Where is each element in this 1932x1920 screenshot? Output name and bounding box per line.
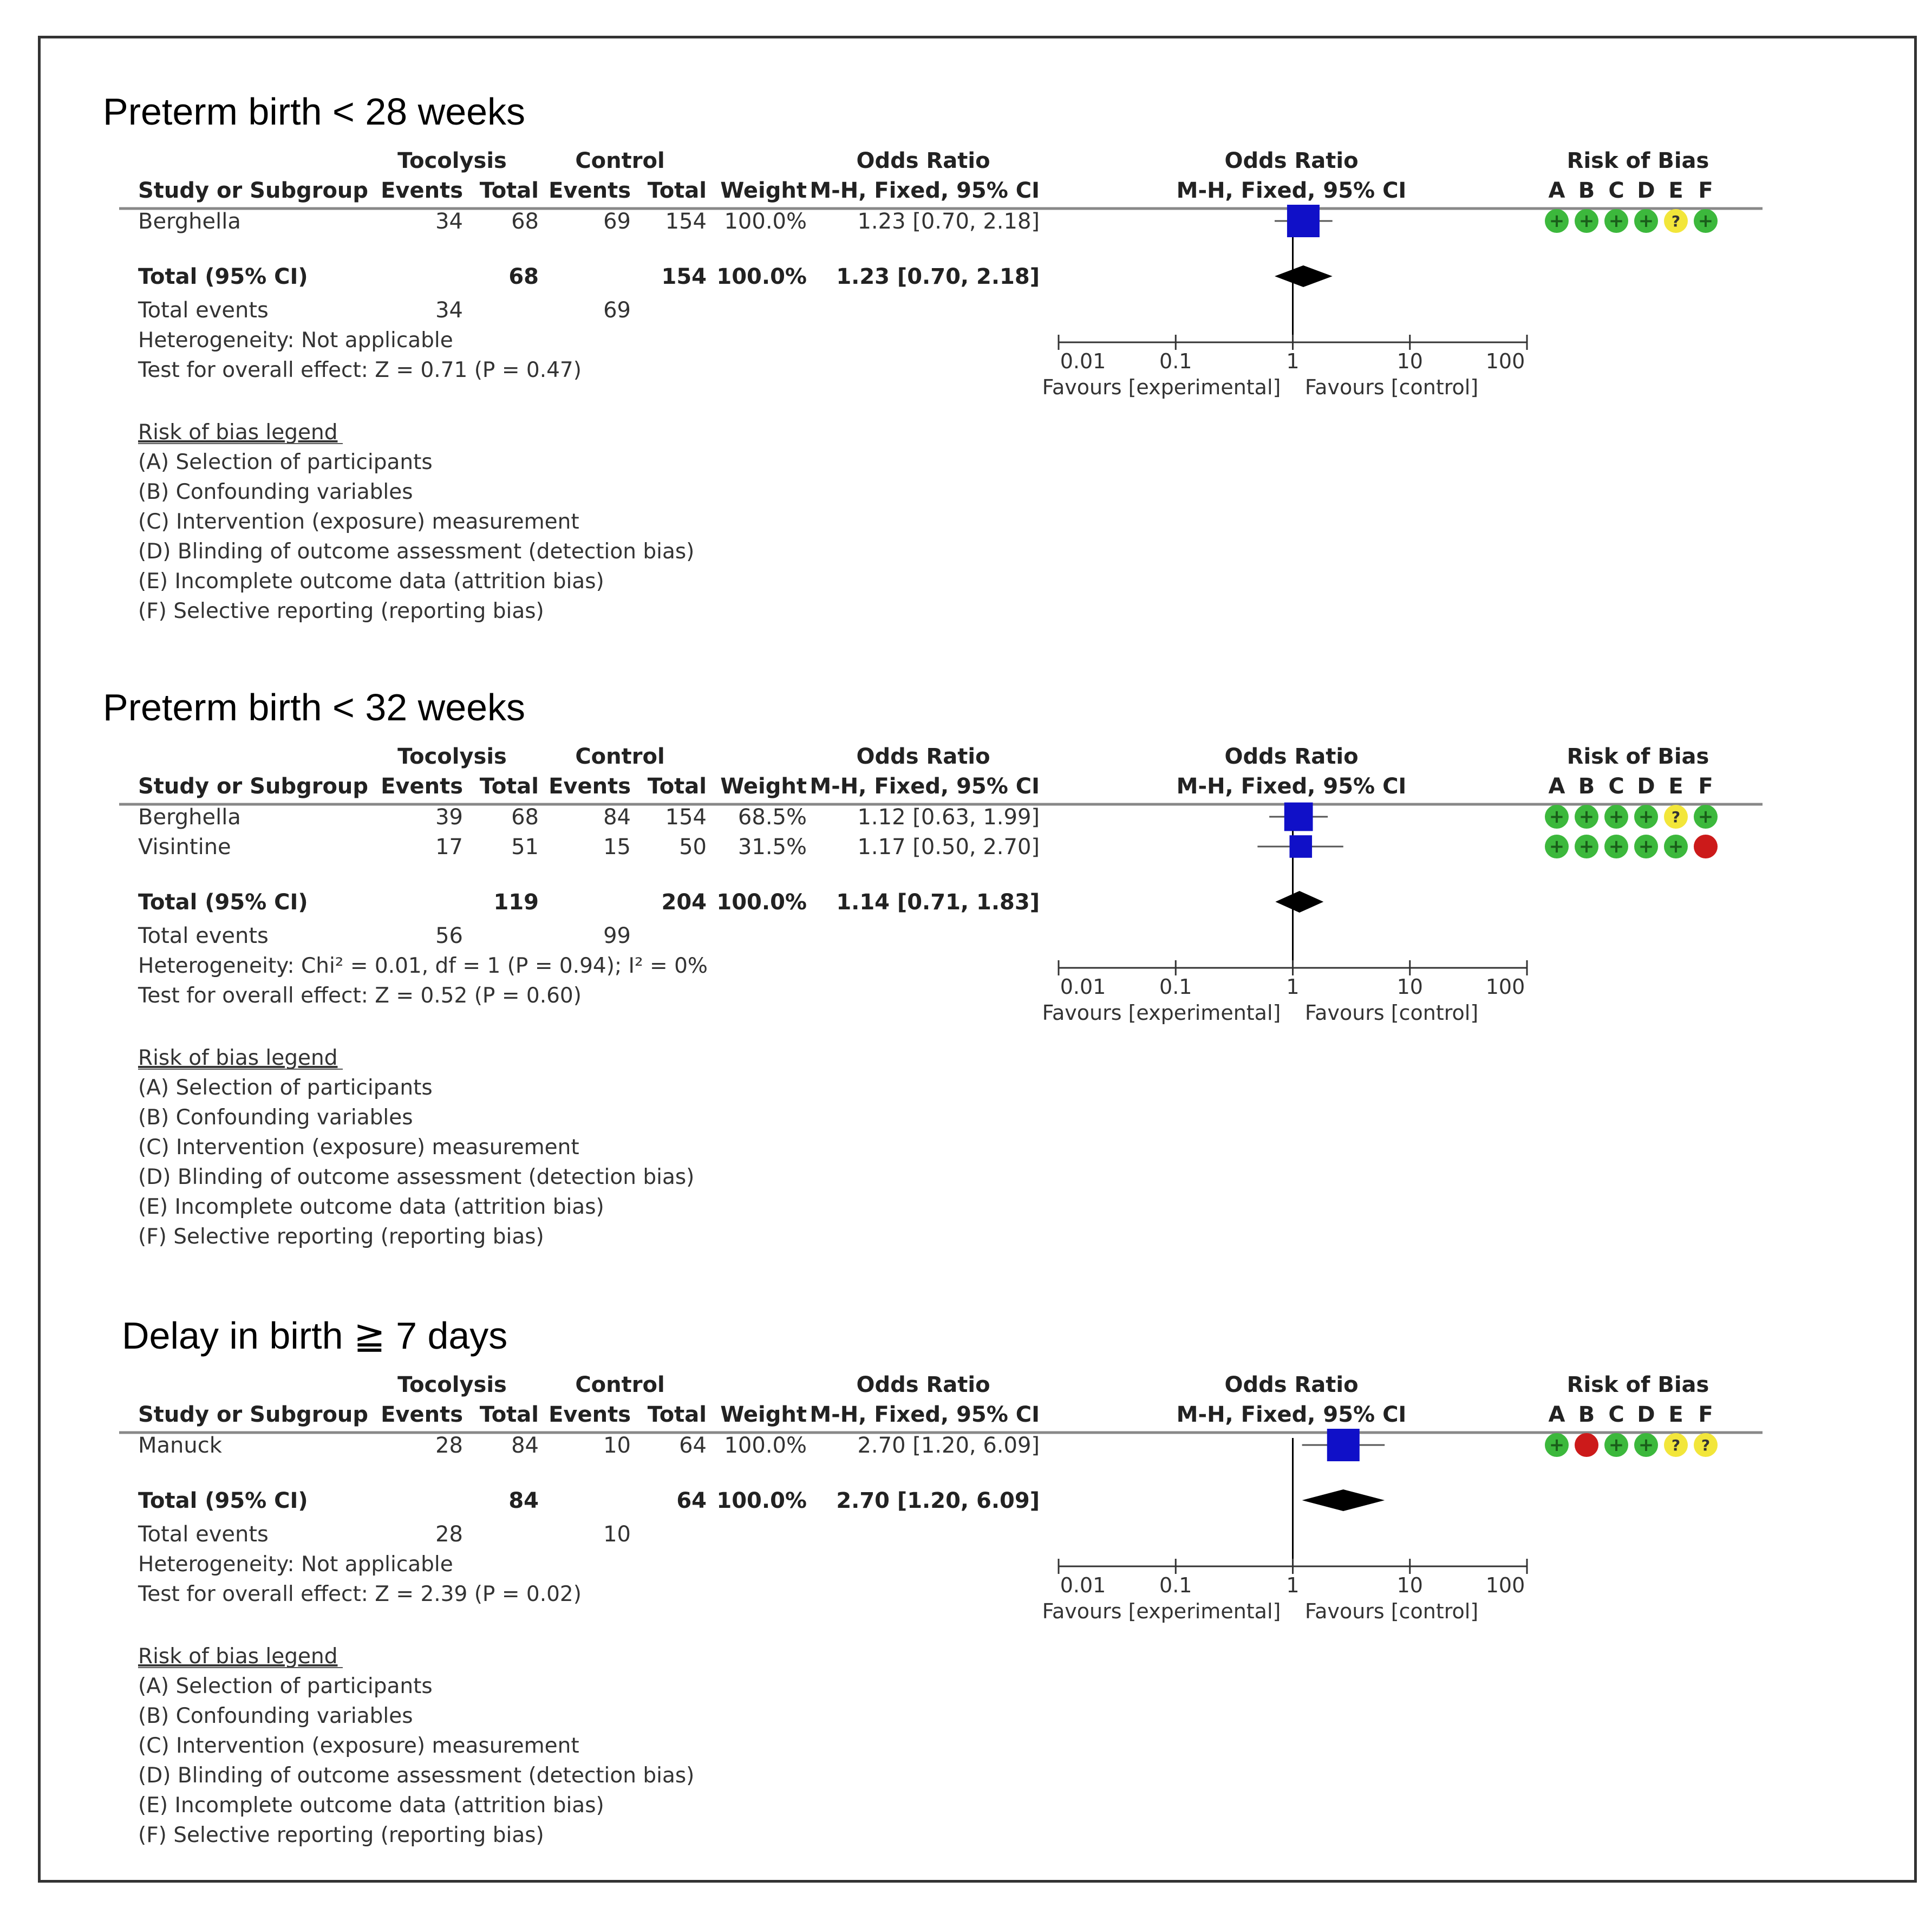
rob-symbol: + [1638,1434,1654,1456]
axis-tick-label: 10 [1396,975,1423,999]
total-events-tocolysis: 28 [435,1522,463,1547]
total-events-label: Total events [138,1522,269,1547]
overall-effect-text: Test for overall effect: Z = 0.52 (P = 0.60) [138,984,582,1008]
summary-diamond [1275,265,1333,287]
column-header: M-H, Fixed, 95% CI [810,774,1040,799]
column-header: Events [381,178,463,203]
total-label: Total (95% CI) [138,890,308,915]
rob-legend-title: Risk of bias legend [138,420,338,445]
rob-legend-item: (B) Confounding variables [138,1704,413,1728]
rob-letter-header: E [1668,178,1683,203]
rob-symbol: + [1549,836,1565,857]
control-total: 64 [679,1433,707,1458]
heterogeneity-text: Heterogeneity: Not applicable [138,1552,453,1577]
rob-legend-item: (C) Intervention (exposure) measurement [138,1734,579,1758]
total-events-label: Total events [138,298,269,323]
effect-square [1327,1429,1360,1461]
total-control: 154 [661,264,707,289]
column-header: M-H, Fixed, 95% CI [810,1402,1040,1427]
rob-symbol: + [1578,806,1595,828]
rob-symbol: + [1608,836,1624,857]
total-odds-ratio: 2.70 [1.20, 6.09] [836,1488,1040,1513]
rob-legend-item: (A) Selection of participants [138,450,433,474]
control-events: 84 [603,805,631,830]
total-weight: 100.0% [716,264,807,289]
column-group-header: Risk of Bias [1567,744,1709,769]
overall-effect-text: Test for overall effect: Z = 0.71 (P = 0.47) [138,358,582,382]
rob-symbol: + [1549,806,1565,828]
axis-tick-label: 1 [1286,349,1300,373]
rob-symbol: + [1608,1434,1624,1456]
study-odds-ratio: 1.17 [0.50, 2.70] [857,835,1040,860]
column-group-header: Tocolysis [397,148,507,173]
rob-symbol: + [1578,836,1595,857]
column-header: Study or Subgroup [138,774,369,799]
column-header: Total [479,774,539,799]
total-weight: 100.0% [716,890,807,915]
total-odds-ratio: 1.14 [0.71, 1.83] [836,890,1040,915]
column-header: Total [479,178,539,203]
rob-letter-header: A [1548,178,1565,203]
rob-letter-header: D [1637,1402,1655,1427]
section-title: Delay in birth ≧ 7 days [122,1314,508,1357]
rob-legend-item: (C) Intervention (exposure) measurement [138,510,579,534]
control-total: 50 [679,835,707,860]
rob-legend-item: (F) Selective reporting (reporting bias) [138,1225,544,1249]
axis-tick-label: 0.1 [1159,349,1192,373]
tocolysis-events: 34 [435,209,463,234]
axis-tick-label: 10 [1396,1573,1423,1597]
rob-symbol: + [1578,210,1595,232]
axis-tick-label: 0.1 [1159,1573,1192,1597]
favours-control-label: Favours [control] [1304,375,1479,399]
tocolysis-events: 39 [435,805,463,830]
axis-tick-label: 0.01 [1060,1573,1106,1597]
rob-letter-header: C [1608,178,1624,203]
column-header: M-H, Fixed, 95% CI [1176,774,1407,799]
axis-tick-label: 0.01 [1060,349,1106,373]
rob-symbol: + [1668,836,1684,857]
section-title: Preterm birth < 32 weeks [103,686,526,728]
study-odds-ratio: 1.12 [0.63, 1.99] [857,805,1040,830]
column-group-header: Tocolysis [397,744,507,769]
rob-legend-item: (F) Selective reporting (reporting bias) [138,1823,544,1847]
rob-letter-header: E [1668,774,1683,799]
column-group-header: Control [575,1372,665,1397]
rob-symbol: + [1608,806,1624,828]
study-weight: 31.5% [737,835,807,860]
total-control: 64 [676,1488,707,1513]
column-header: Study or Subgroup [138,1402,369,1427]
rob-dot [1694,835,1718,858]
rob-legend-item: (E) Incomplete outcome data (attrition bias) [138,569,604,594]
rob-symbol: + [1638,836,1654,857]
study-odds-ratio: 1.23 [0.70, 2.18] [857,209,1040,234]
study-name: Visintine [138,835,231,860]
rob-symbol: + [1638,806,1654,828]
rob-legend-item: (C) Intervention (exposure) measurement [138,1135,579,1160]
column-group-header: Control [575,744,665,769]
rob-dot [1575,1433,1598,1457]
column-header: Events [381,1402,463,1427]
rob-legend-item: (A) Selection of participants [138,1076,433,1100]
study-name: Manuck [138,1433,222,1458]
total-events-control: 69 [603,298,631,323]
control-events: 10 [603,1433,631,1458]
total-tocolysis: 119 [493,890,539,915]
tocolysis-total: 84 [511,1433,539,1458]
column-header: Weight [720,178,807,203]
rob-symbol: ? [1671,1436,1681,1454]
rob-letter-header: D [1637,774,1655,799]
favours-experimental-label: Favours [experimental] [1042,375,1281,399]
column-header: Events [549,178,631,203]
study-weight: 100.0% [724,1433,807,1458]
effect-square [1284,803,1313,831]
axis-tick-label: 1 [1286,975,1300,999]
column-group-header: Risk of Bias [1567,148,1709,173]
column-header: Events [549,1402,631,1427]
column-header: M-H, Fixed, 95% CI [810,178,1040,203]
axis-tick-label: 0.1 [1159,975,1192,999]
effect-square [1289,835,1312,858]
rob-legend-item: (E) Incomplete outcome data (attrition bias) [138,1195,604,1219]
total-label: Total (95% CI) [138,1488,308,1513]
rob-symbol: + [1638,210,1654,232]
rob-letter-header: C [1608,1402,1624,1427]
column-group-header: Control [575,148,665,173]
column-group-header: Odds Ratio [1224,148,1359,173]
column-group-header: Odds Ratio [1224,744,1359,769]
tocolysis-total: 51 [511,835,539,860]
rob-letter-header: C [1608,774,1624,799]
tocolysis-events: 17 [435,835,463,860]
summary-diamond [1275,891,1323,913]
rob-letter-header: B [1578,178,1595,203]
overall-effect-text: Test for overall effect: Z = 2.39 (P = 0.02) [138,1582,582,1606]
rob-legend-item: (B) Confounding variables [138,1105,413,1130]
rob-legend-title: Risk of bias legend [138,1046,338,1070]
column-group-header: Risk of Bias [1567,1372,1709,1397]
column-header: Total [647,774,707,799]
favours-control-label: Favours [control] [1304,1599,1479,1623]
control-total: 154 [665,209,707,234]
rob-symbol: + [1549,210,1565,232]
tocolysis-total: 68 [511,805,539,830]
rob-letter-header: B [1578,774,1595,799]
rob-legend-item: (D) Blinding of outcome assessment (detection bias) [138,1165,695,1189]
rob-letter-header: F [1698,1402,1713,1427]
column-header: Events [549,774,631,799]
column-header: Total [647,1402,707,1427]
rob-legend-item: (D) Blinding of outcome assessment (detection bias) [138,1763,695,1788]
total-weight: 100.0% [716,1488,807,1513]
axis-tick-label: 1 [1286,1573,1300,1597]
favours-experimental-label: Favours [experimental] [1042,1001,1281,1025]
total-odds-ratio: 1.23 [0.70, 2.18] [836,264,1040,289]
rob-symbol: + [1698,210,1714,232]
column-header: M-H, Fixed, 95% CI [1176,1402,1407,1427]
control-events: 69 [603,209,631,234]
rob-legend-item: (E) Incomplete outcome data (attrition bias) [138,1793,604,1818]
total-events-tocolysis: 56 [435,923,463,948]
heterogeneity-text: Heterogeneity: Not applicable [138,328,453,353]
total-events-tocolysis: 34 [435,298,463,323]
rob-letter-header: A [1548,774,1565,799]
total-events-control: 10 [603,1522,631,1547]
rob-symbol: ? [1701,1436,1711,1454]
rob-symbol: ? [1671,212,1681,230]
rob-symbol: + [1608,210,1624,232]
rob-legend-title: Risk of bias legend [138,1644,338,1669]
total-events-control: 99 [603,923,631,948]
study-weight: 68.5% [737,805,807,830]
section-title: Preterm birth < 28 weeks [103,90,526,133]
rob-legend-item: (D) Blinding of outcome assessment (detection bias) [138,539,695,564]
axis-tick-label: 10 [1396,349,1423,373]
rob-letter-header: D [1637,178,1655,203]
effect-square [1287,205,1320,237]
rob-symbol: + [1698,806,1714,828]
study-weight: 100.0% [724,209,807,234]
column-header: Study or Subgroup [138,178,369,203]
column-group-header: Tocolysis [397,1372,507,1397]
rob-letter-header: F [1698,178,1713,203]
column-header: Weight [720,1402,807,1427]
rob-legend-item: (A) Selection of participants [138,1674,433,1698]
column-header: Events [381,774,463,799]
tocolysis-total: 68 [511,209,539,234]
heterogeneity-text: Heterogeneity: Chi² = 0.01, df = 1 (P = 0.94); I² = 0% [138,954,708,978]
column-group-header: Odds Ratio [856,148,990,173]
rob-letter-header: E [1668,1402,1683,1427]
column-header: Total [647,178,707,203]
study-odds-ratio: 2.70 [1.20, 6.09] [857,1433,1040,1458]
rob-legend-item: (B) Confounding variables [138,480,413,504]
rob-letter-header: A [1548,1402,1565,1427]
rob-symbol: ? [1671,808,1681,826]
total-tocolysis: 84 [508,1488,539,1513]
control-events: 15 [603,835,631,860]
rob-letter-header: B [1578,1402,1595,1427]
study-name: Berghella [138,209,241,234]
column-header: Weight [720,774,807,799]
column-group-header: Odds Ratio [856,1372,990,1397]
control-total: 154 [665,805,707,830]
total-label: Total (95% CI) [138,264,308,289]
rob-letter-header: F [1698,774,1713,799]
axis-tick-label: 100 [1485,349,1525,373]
total-tocolysis: 68 [508,264,539,289]
column-header: M-H, Fixed, 95% CI [1176,178,1407,203]
summary-diamond [1302,1489,1385,1511]
study-name: Berghella [138,805,241,830]
total-events-label: Total events [138,923,269,948]
column-group-header: Odds Ratio [856,744,990,769]
total-control: 204 [661,890,707,915]
axis-tick-label: 100 [1485,1573,1525,1597]
rob-legend-item: (F) Selective reporting (reporting bias) [138,599,544,623]
rob-symbol: + [1549,1434,1565,1456]
favours-control-label: Favours [control] [1304,1001,1479,1025]
axis-tick-label: 0.01 [1060,975,1106,999]
favours-experimental-label: Favours [experimental] [1042,1599,1281,1623]
axis-tick-label: 100 [1485,975,1525,999]
column-group-header: Odds Ratio [1224,1372,1359,1397]
column-header: Total [479,1402,539,1427]
tocolysis-events: 28 [435,1433,463,1458]
